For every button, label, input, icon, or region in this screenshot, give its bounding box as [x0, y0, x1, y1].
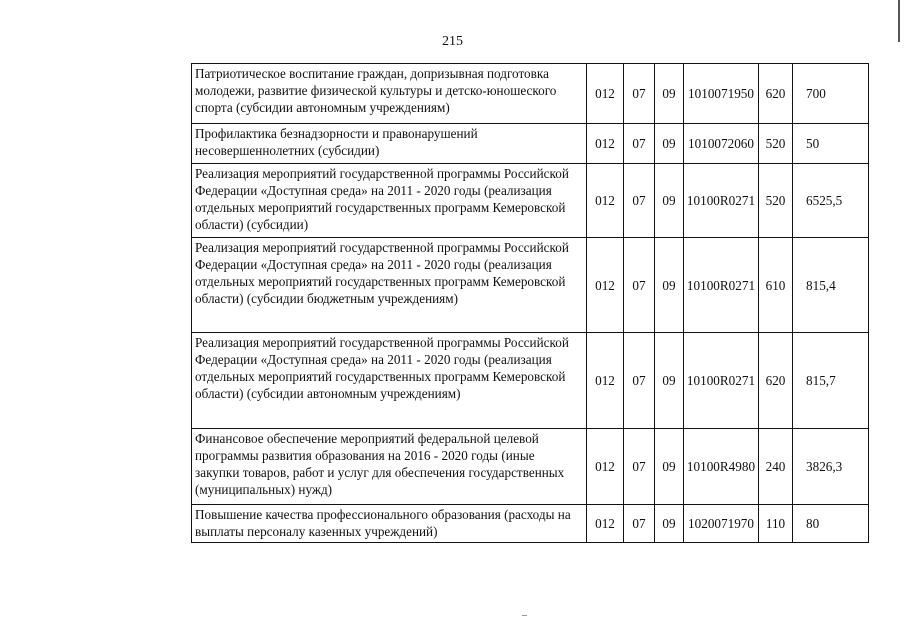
row-description: Профилактика безнадзорности и правонарушений несовершеннолетних (субсидии): [192, 124, 587, 164]
budget-table: [191, 63, 869, 543]
table-row: [192, 64, 869, 124]
row-description: Реализация мероприятий государственной программы Российской Федерации «Доступная среда» на 2011 - 2020 годы (реализация отдельных мероприятий государственных программ Кемеровской области) (субсидии): [192, 164, 587, 238]
row-expense-type-code: 520: [759, 124, 793, 164]
row-target-article-code: 1010071950: [684, 64, 759, 124]
row-ved-code: 012: [587, 333, 624, 429]
row-expense-type-code: 240: [759, 429, 793, 505]
row-subsection-code: 09: [655, 164, 684, 238]
row-expense-type-code: 610: [759, 238, 793, 333]
row-ved-code: 012: [587, 238, 624, 333]
row-ved-code: 012: [587, 164, 624, 238]
row-amount: 815,4: [793, 238, 869, 333]
row-subsection-code: 09: [655, 429, 684, 505]
row-amount: 700: [793, 64, 869, 124]
row-section-code: 07: [624, 64, 655, 124]
row-ved-code: 012: [587, 429, 624, 505]
row-amount: 80: [793, 505, 869, 543]
row-description: Реализация мероприятий государственной программы Российской Федерации «Доступная среда» на 2011 - 2020 годы (реализация отдельных мероприятий государственных программ Кемеровской области) (субсидии автономным учреждениям): [192, 333, 587, 429]
row-ved-code: 012: [587, 124, 624, 164]
row-target-article-code: 10100R4980: [684, 429, 759, 505]
row-description: Реализация мероприятий государственной программы Российской Федерации «Доступная среда» на 2011 - 2020 годы (реализация отдельных мероприятий государственных программ Кемеровской области) (субсидии бюджетным учреждениям): [192, 238, 587, 333]
row-expense-type-code: 620: [759, 64, 793, 124]
table-row: [192, 505, 869, 543]
row-target-article-code: 1010072060: [684, 124, 759, 164]
page-number: 215: [442, 34, 463, 49]
row-subsection-code: 09: [655, 124, 684, 164]
row-expense-type-code: 520: [759, 164, 793, 238]
table-row: [192, 124, 869, 164]
row-description: Повышение качества профессионального образования (расходы на выплаты персоналу казенных учреждений): [192, 505, 587, 543]
row-expense-type-code: 110: [759, 505, 793, 543]
row-amount: 50: [793, 124, 869, 164]
row-amount: 6525,5: [793, 164, 869, 238]
row-subsection-code: 09: [655, 238, 684, 333]
table-row: [192, 333, 869, 429]
row-expense-type-code: 620: [759, 333, 793, 429]
row-target-article-code: 10100R0271: [684, 238, 759, 333]
row-target-article-code: 1020071970: [684, 505, 759, 543]
row-subsection-code: 09: [655, 64, 684, 124]
row-target-article-code: 10100R0271: [684, 164, 759, 238]
row-subsection-code: 09: [655, 505, 684, 543]
scan-edge-line: [898, 0, 900, 42]
table-row: [192, 164, 869, 238]
scan-artifact: [522, 615, 527, 616]
table-row: [192, 429, 869, 505]
row-description: Патриотическое воспитание граждан, допризывная подготовка молодежи, развитие физической культуры и детско-юношеского спорта (субсидии автономным учреждениям): [192, 64, 587, 124]
row-description: Финансовое обеспечение мероприятий федеральной целевой программы развития образования на 2016 - 2020 годы (иные закупки товаров, работ и услуг для обеспечения государственных (муниципальных) нужд): [192, 429, 587, 505]
row-section-code: 07: [624, 238, 655, 333]
row-amount: 3826,3: [793, 429, 869, 505]
row-ved-code: 012: [587, 64, 624, 124]
row-section-code: 07: [624, 505, 655, 543]
row-subsection-code: 09: [655, 333, 684, 429]
row-section-code: 07: [624, 164, 655, 238]
row-amount: 815,7: [793, 333, 869, 429]
row-section-code: 07: [624, 429, 655, 505]
table-row: [192, 238, 869, 333]
row-section-code: 07: [624, 124, 655, 164]
row-ved-code: 012: [587, 505, 624, 543]
row-target-article-code: 10100R0271: [684, 333, 759, 429]
row-section-code: 07: [624, 333, 655, 429]
